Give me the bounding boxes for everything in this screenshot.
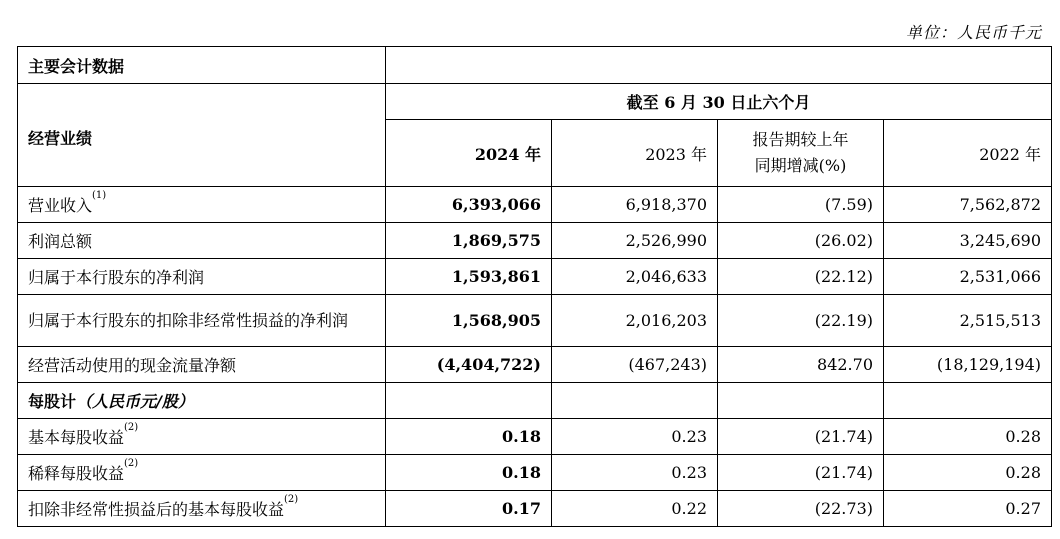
value-2023: 0.23	[552, 419, 718, 455]
row-label: 经营活动使用的现金流量净额	[18, 347, 386, 383]
value-2023: 0.23	[552, 455, 718, 491]
value-change: (22.12)	[718, 259, 884, 295]
header-yoy-line1: 报告期较上年	[752, 130, 849, 149]
value-2024: 1,568,905	[386, 295, 552, 347]
table-row	[18, 491, 1052, 527]
per-share-section-row	[18, 383, 1052, 419]
value-2024: (4,404,722)	[386, 347, 552, 383]
table-row	[18, 455, 1052, 491]
header-yoy-line2: 同期增减(%)	[754, 156, 847, 175]
blank-cell	[884, 383, 1052, 419]
table-title-row	[18, 47, 1052, 84]
footnote-marker: (1)	[92, 190, 107, 201]
table-row	[18, 187, 1052, 223]
value-2022: 0.28	[884, 419, 1052, 455]
value-change: (21.74)	[718, 419, 884, 455]
header-yoy-change	[718, 120, 884, 187]
footnote-marker: (2)	[124, 422, 139, 433]
row-label: 归属于本行股东的净利润	[18, 259, 386, 295]
value-2024: 1,869,575	[386, 223, 552, 259]
row-label: 稀释每股收益$^{(2)}$	[18, 455, 386, 491]
value-2022: 7,562,872	[884, 187, 1052, 223]
unit-note: 单位：人民币千元	[905, 23, 1042, 42]
header-2022: 2022 年	[884, 120, 1052, 187]
period-header-row	[18, 84, 1052, 120]
footnote-marker: (2)	[124, 458, 139, 469]
value-2024: 1,593,861	[386, 259, 552, 295]
table-row	[18, 223, 1052, 259]
value-2022: 0.27	[884, 491, 1052, 527]
table-row	[18, 259, 1052, 295]
row-label: 利润总额	[18, 223, 386, 259]
value-change: (26.02)	[718, 223, 884, 259]
blank-cell	[718, 383, 884, 419]
value-2023: 2,526,990	[552, 223, 718, 259]
value-change: (21.74)	[718, 455, 884, 491]
table-row	[18, 419, 1052, 455]
table-row	[18, 295, 1052, 347]
per-share-heading: 每股计（人民币元/股）	[18, 383, 386, 419]
header-2024: 2024 年	[386, 120, 552, 187]
value-2023: 0.22	[552, 491, 718, 527]
value-2022: 3,245,690	[884, 223, 1052, 259]
value-2023: 2,016,203	[552, 295, 718, 347]
value-2022: 2,515,513	[884, 295, 1052, 347]
value-change: (7.59)	[718, 187, 884, 223]
row-label: 扣除非经常性损益后的基本每股收益$^{(2)}$	[18, 491, 386, 527]
value-2024: 6,393,066	[386, 187, 552, 223]
value-2024: 0.17	[386, 491, 552, 527]
operating-results-heading: 经营业绩	[18, 84, 386, 187]
value-change: (22.73)	[718, 491, 884, 527]
header-2023: 2023 年	[552, 120, 718, 187]
period-heading: 截至 6 月 30 日止六个月	[386, 84, 1052, 120]
value-2022: 0.28	[884, 455, 1052, 491]
value-2023: (467,243)	[552, 347, 718, 383]
value-2023: 2,046,633	[552, 259, 718, 295]
value-2024: 0.18	[386, 455, 552, 491]
value-2022: 2,531,066	[884, 259, 1052, 295]
table-row	[18, 347, 1052, 383]
row-label: 基本每股收益$^{(2)}$	[18, 419, 386, 455]
blank-cell	[386, 383, 552, 419]
per-share-unit: （人民币元/股）	[76, 392, 194, 411]
row-label: 归属于本行股东的扣除非经常性损益的净利润	[18, 295, 386, 347]
key-accounting-data-table	[17, 46, 1052, 527]
value-2024: 0.18	[386, 419, 552, 455]
value-2022: (18,129,194)	[884, 347, 1052, 383]
value-2023: 6,918,370	[552, 187, 718, 223]
blank-cell	[552, 383, 718, 419]
main-data-heading: 主要会计数据	[18, 47, 386, 84]
value-change: (22.19)	[718, 295, 884, 347]
row-label: 营业收入$^{(1)}$	[18, 187, 386, 223]
value-change: 842.70	[718, 347, 884, 383]
blank-cell	[386, 47, 1052, 84]
footnote-marker: (2)	[284, 494, 299, 505]
